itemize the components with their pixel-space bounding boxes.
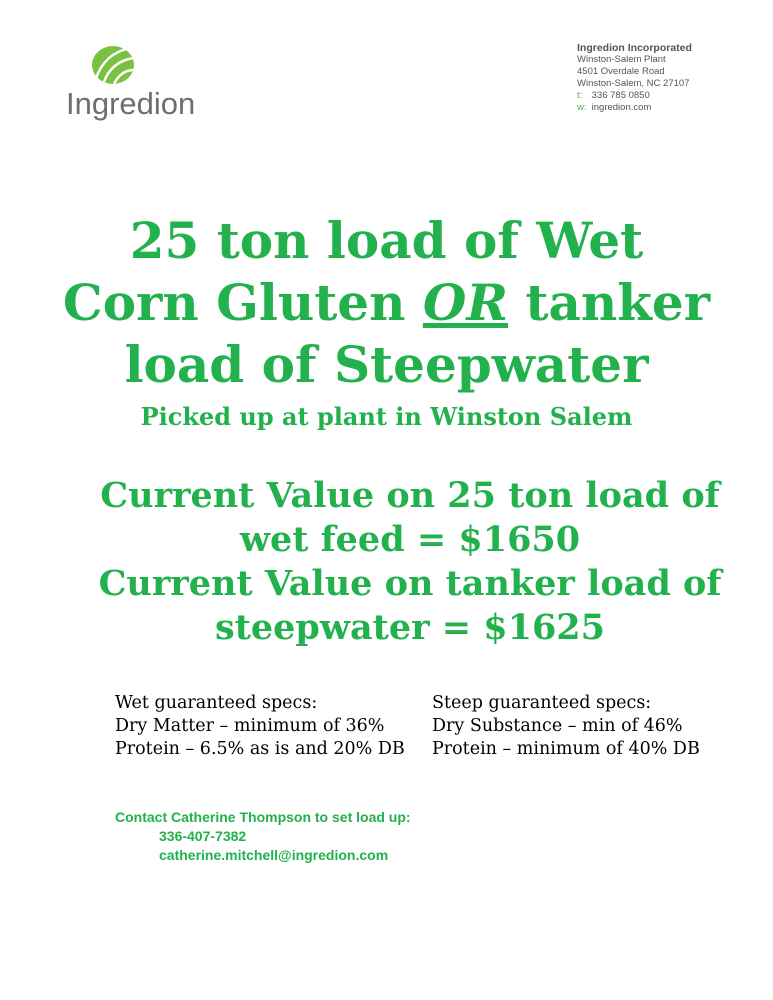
wet-specs-title: Wet guaranteed specs: [115,693,318,713]
headline-line-3: load of Steepwater [124,335,649,394]
contact-block [115,808,411,865]
phone-row [577,90,767,102]
leaf-logo-icon [90,44,136,86]
phone-label: t: [577,90,583,101]
company-website[interactable]: ingredion.com [591,102,652,113]
company-phone: 336 785 0850 [591,90,650,101]
ingredion-logo [66,44,201,124]
headline-corn-gluten: Corn Gluten [62,273,406,332]
value-line-4: steepwater = $1625 [214,607,606,648]
contact-line: Contact Catherine Thompson to set load up: [115,809,411,825]
steep-specs-dry-substance: Dry Substance – min of 46% [432,716,683,736]
web-label: w: [577,102,587,113]
plant-name: Winston-Salem Plant [577,54,666,65]
web-row [577,102,767,114]
headline-line-2 [0,272,773,334]
headline-or: OR [422,273,508,332]
steep-specs [432,692,700,761]
headline-tanker: tanker [525,273,711,332]
pickup-subheadline: Picked up at plant in Winston Salem [140,402,633,431]
company-address-block [577,42,767,114]
company-name: Ingredion Incorporated [577,42,692,54]
headline [0,210,773,396]
street-address: 4501 Overdale Road [577,66,665,77]
value-line-3: Current Value on tanker load of [98,563,722,604]
headline-line-1: 25 ton load of Wet [129,211,644,270]
value-line-2: wet feed = $1650 [239,519,581,560]
wet-specs-protein: Protein – 6.5% as is and 20% DB [115,739,405,759]
contact-email[interactable]: catherine.mitchell@ingredion.com [159,847,389,863]
value-line-1: Current Value on 25 ton load of [100,475,720,516]
wet-specs-dry-matter: Dry Matter – minimum of 36% [115,716,385,736]
contact-phone[interactable]: 336-407-7382 [159,828,247,844]
wet-specs [115,692,405,761]
steep-specs-title: Steep guaranteed specs: [432,693,652,713]
logo-wordmark: Ingredion [66,86,196,121]
city-address: Winston-Salem, NC 27107 [577,78,690,89]
steep-specs-protein: Protein – minimum of 40% DB [432,739,700,759]
current-values [0,474,773,650]
